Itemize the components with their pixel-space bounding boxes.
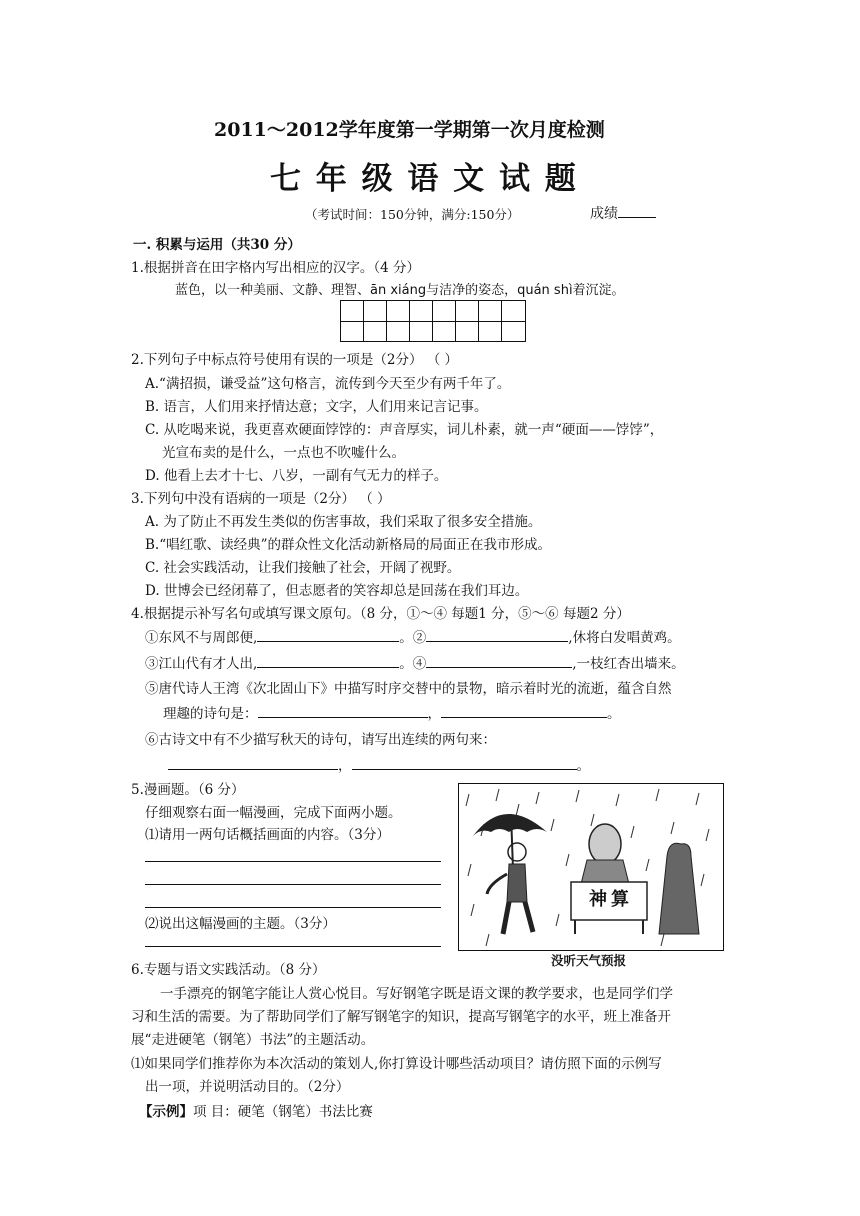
q4-line-3: ⑤唐代诗人王湾《次北固山下》中描写时序交替中的景物，暗示着时光的流逝，蕴含自然: [145, 681, 672, 697]
q2-option-d: D. 他看上去才十七、八岁，一副有气无力的样子。: [145, 468, 448, 484]
answer-blank[interactable]: [426, 627, 568, 642]
answer-blank[interactable]: [426, 653, 572, 668]
example-label: 【示例】: [139, 1104, 193, 1120]
q4-line-6: ， 。: [168, 754, 590, 774]
answer-blank[interactable]: [168, 755, 338, 770]
answer-blank[interactable]: [257, 627, 399, 642]
q2-stem: 2.下列句子中标点符号使用有误的一项是（2分） （ ）: [131, 352, 459, 368]
q4-line-2: ③江山代有才人出, 。④ ,一枝红杏出墙来。: [145, 652, 685, 672]
answer-blank[interactable]: [257, 653, 399, 668]
q2-option-c-cont: 光宣布卖的是什么，一点也不吹嘘什么。: [162, 445, 405, 461]
section-heading: 一. 积累与运用（共30 分）: [133, 237, 301, 253]
cartoon-sign: 神算: [589, 889, 633, 910]
q6-stem: 6.专题与语文实践活动。（8 分）: [131, 962, 326, 978]
q3-option-a: A. 为了防止不再发生类似的伤害事故，我们采取了很多安全措施。: [145, 514, 542, 530]
exam-title: 七 年 级 语 文 试 题: [270, 161, 578, 197]
q5-stem: 5.漫画题。（6 分）: [131, 782, 245, 798]
q6-paragraph-1: 一手漂亮的钢笔字能让人赏心悦目。写好钢笔字既是语文课的教学要求，也是同学们学: [160, 986, 673, 1002]
tianzige-grid[interactable]: [340, 300, 526, 342]
q3-stem: 3.下列句中没有语病的一项是（2分） （ ）: [131, 491, 391, 507]
q6-paragraph-3: 展“走进硬笔（钢笔）书法”的主题活动。: [131, 1032, 375, 1048]
example-text: 项 目：硬笔（钢笔）书法比赛: [193, 1104, 373, 1120]
q6-sub1: ⑴如果同学们推荐你为本次活动的策划人,你打算设计哪些活动项目？请仿照下面的示例写: [131, 1056, 662, 1072]
cartoon-caption: 没听天气预报: [551, 953, 627, 968]
q6-paragraph-2: 习和生活的需要。为了帮助同学们了解写钢笔字的知识，提高写钢笔字的水平，班上准备开: [131, 1009, 671, 1025]
answer-blank[interactable]: [441, 703, 607, 718]
exam-subtitle: 2011～2012学年度第一学期第一次月度检测: [214, 119, 605, 141]
q4-line-4: 理趣的诗句是： ， 。: [163, 702, 621, 722]
q5-sub1: ⑴请用一两句话概括画面的内容。（3分）: [145, 827, 390, 843]
answer-line[interactable]: [145, 907, 441, 908]
rain-cartoon-drawing: [459, 784, 722, 949]
q1-stem: 1.根据拼音在田字格内写出相应的汉字。（4 分）: [131, 260, 421, 276]
q6-example: [139, 1100, 373, 1120]
answer-line[interactable]: [145, 946, 441, 947]
q4-line-5: ⑥古诗文中有不少描写秋天的诗句，请写出连续的两句来：: [145, 732, 496, 748]
answer-line[interactable]: [145, 884, 441, 885]
q3-option-b: B.“唱红歌、读经典”的群众性文化活动新格局的局面正在我市形成。: [145, 537, 552, 553]
cartoon-image: [458, 783, 724, 951]
q2-option-a: A.“满招损，谦受益”这句格言，流传到今天至少有两千年了。: [145, 376, 511, 392]
answer-blank[interactable]: [258, 703, 428, 718]
q1-passage: 蓝色，以一种美丽、文静、理智、ān xiáng与洁净的姿态，quán shì着沉淀。: [175, 283, 625, 298]
q4-line-1: ①东风不与周郎便, 。② ,休将白发唱黄鸡。: [145, 626, 681, 646]
answer-line[interactable]: [145, 861, 441, 862]
score-field[interactable]: [590, 203, 656, 223]
exam-info: （考试时间：150分钟，满分:150分）: [305, 207, 520, 222]
q2-option-b: B. 语言，人们用来抒情达意；文字，人们用来记言记事。: [145, 399, 488, 415]
q5-intro: 仔细观察右面一幅漫画，完成下面两小题。: [145, 805, 402, 821]
q3-option-c: C. 社会实践活动，让我们接触了社会，开阔了视野。: [145, 560, 461, 576]
q2-option-c: C. 从吃喝来说，我更喜欢硬面饽饽的：声音厚实，词儿朴素，就一声“硬面——饽饽”，: [145, 422, 664, 438]
score-label: 成绩: [590, 206, 618, 222]
q5-sub2: ⑵说出这幅漫画的主题。（3分）: [145, 916, 336, 932]
q4-stem: 4.根据提示补写名句或填写课文原句。（8 分，①～④ 每题1 分，⑤～⑥ 每题2 分）: [131, 606, 630, 622]
answer-blank[interactable]: [352, 755, 577, 770]
q3-option-d: D. 世博会已经闭幕了，但志愿者的笑容却总是回荡在我们耳边。: [145, 583, 529, 599]
q6-sub1-cont: 出一项，并说明活动目的。（2分）: [145, 1079, 350, 1095]
